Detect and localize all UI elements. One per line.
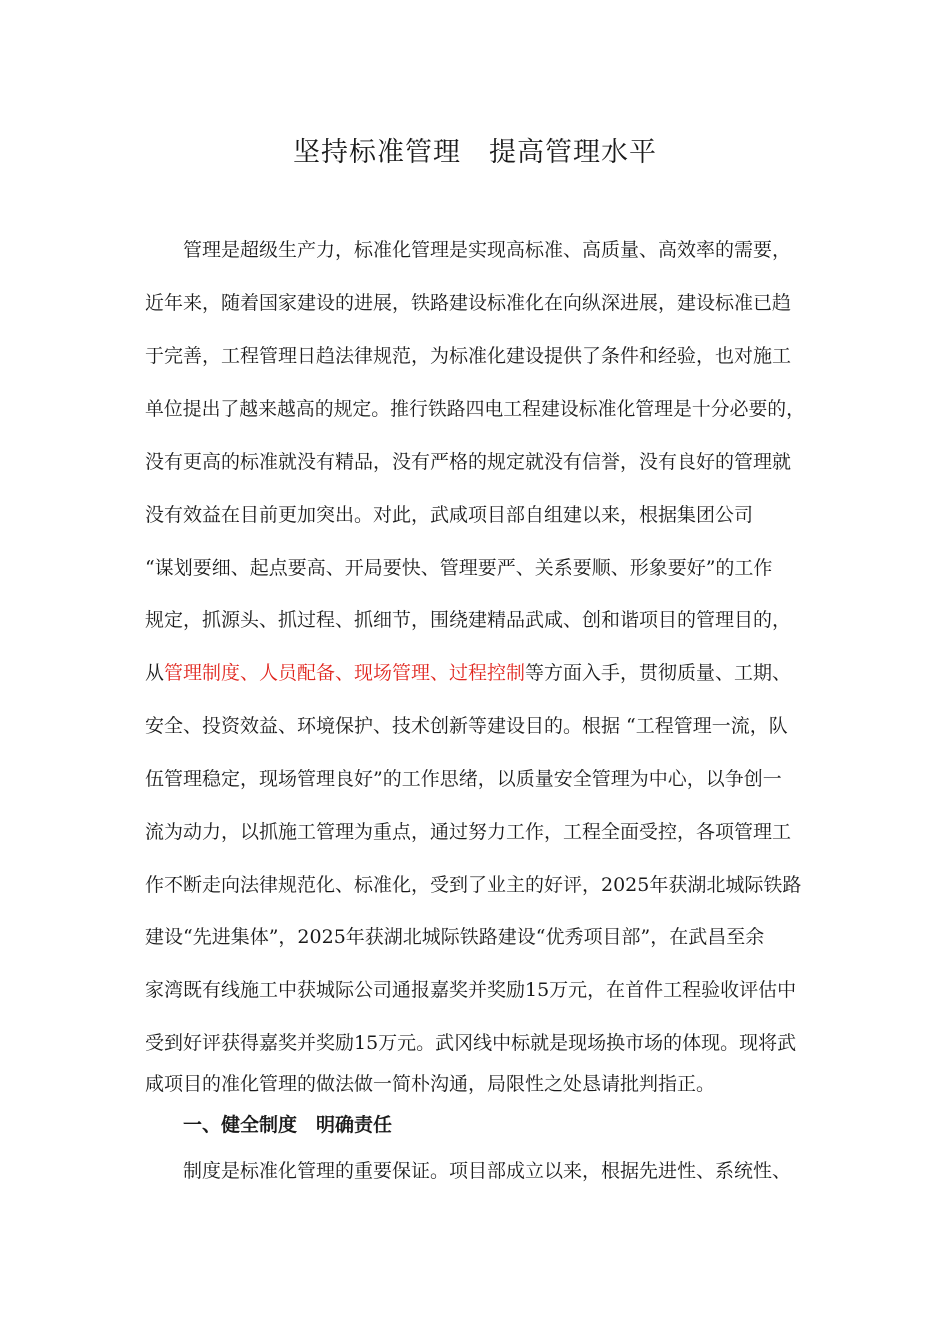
section-heading: 一、健全制度 明确责任 xyxy=(183,1114,393,1136)
line-text: 等方面入手，贯彻质量、工期、 xyxy=(525,662,792,684)
paragraph-line: 没有效益在目前更加突出。对此，武咸项目部自组建以来，根据集团公司 xyxy=(145,504,754,526)
document-title: 坚持标准管理 提高管理水平 xyxy=(293,137,657,168)
paragraph-line: 于完善，工程管理日趋法律规范，为标准化建设提供了条件和经验，也对施工 xyxy=(145,345,792,367)
paragraph-line: 规定，抓源头、抓过程、抓细节，围绕建精品武咸、创和谐项目的管理目的， xyxy=(145,609,792,631)
paragraph-line: 管理是超级生产力，标准化管理是实现高标准、高质量、高效率的需要， xyxy=(183,239,792,261)
paragraph-line: 制度是标准化管理的重要保证。项目部成立以来，根据先进性、系统性、 xyxy=(183,1160,792,1182)
paragraph-line: 家湾既有线施工中获城际公司通报嘉奖并奖励15万元，在首件工程验收评估中 xyxy=(145,979,797,1001)
paragraph-line: “谋划要细、起点要高、开局要快、管理要严、关系要顺、形象要好”的工作 xyxy=(145,557,773,579)
paragraph-line: 流为动力，以抓施工管理为重点，通过努力工作，工程全面受控，各项管理工 xyxy=(145,821,792,843)
line-text: 从 xyxy=(145,662,165,684)
paragraph-line: 没有更高的标准就没有精品，没有严格的规定就没有信誉，没有良好的管理就 xyxy=(145,451,792,473)
paragraph-line: 安全、投资效益、环境保护、技术创新等建设目的。根据 “工程管理一流，队 xyxy=(145,715,788,737)
paragraph-line: 咸项目的准化管理的做法做一简朴沟通，局限性之处恳请批判指正。 xyxy=(145,1073,716,1095)
paragraph-line: 受到好评获得嘉奖并奖励15万元。武冈线中标就是现场换市场的体现。现将武 xyxy=(145,1032,797,1054)
paragraph-line: 伍管理稳定，现场管理良好”的工作思绪，以质量安全管理为中心，以争创一 xyxy=(145,768,782,790)
paragraph-line xyxy=(145,660,791,686)
highlighted-text: 管理制度、人员配备、现场管理、过程控制 xyxy=(164,662,526,684)
paragraph-line: 建设“先进集体”，2025年获湖北城际铁路建设“优秀项目部”，在武昌至余 xyxy=(145,926,765,948)
paragraph-line: 作不断走向法律规范化、标准化，受到了业主的好评，2025年获湖北城际铁路 xyxy=(145,874,802,896)
paragraph-line: 近年来，随着国家建设的进展，铁路建设标准化在向纵深进展，建设标准已趋 xyxy=(145,292,792,314)
paragraph-line: 单位提出了越来越高的规定。推行铁路四电工程建设标准化管理是十分必要的， xyxy=(145,398,806,420)
